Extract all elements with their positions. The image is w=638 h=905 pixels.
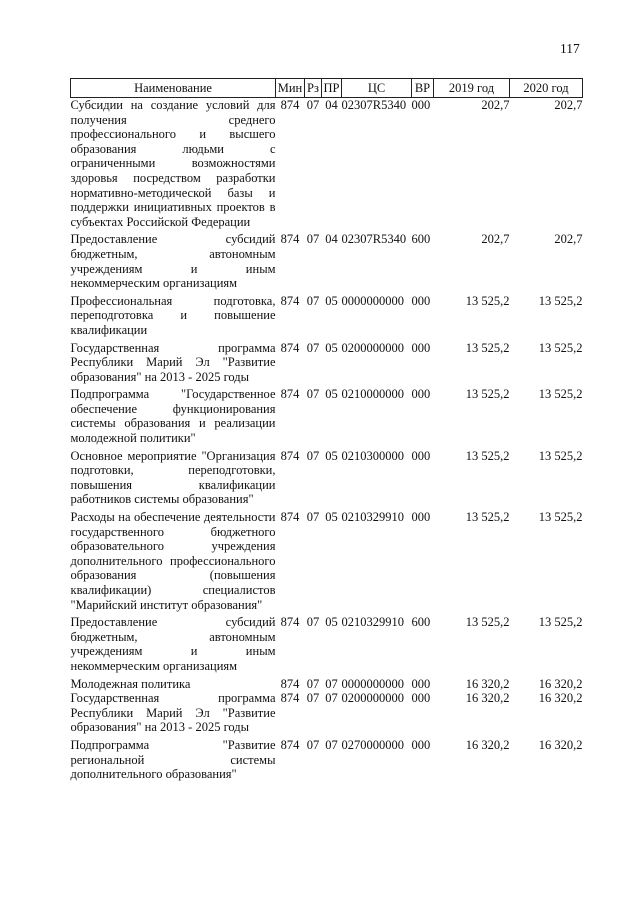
cell-min: 874 xyxy=(280,98,300,112)
header-2019: 2019 год xyxy=(434,79,510,98)
cell-vr: 000 xyxy=(411,676,431,691)
cell-cs: 0210329910 xyxy=(341,615,404,630)
cell-y2020: 13 525,2 xyxy=(538,510,583,525)
cell-y2019: 13 525,2 xyxy=(465,387,510,402)
cell-cs: 0200000000 xyxy=(341,340,404,355)
table-row xyxy=(71,510,583,615)
cell-y2020: 16 320,2 xyxy=(538,691,583,706)
cell-cs: 0210300000 xyxy=(341,448,404,463)
cell-cs: 0210329910 xyxy=(341,510,404,525)
cell-rz: 07 xyxy=(306,387,320,402)
cell-y2020: 202,7 xyxy=(554,232,583,247)
cell-pr: 05 xyxy=(325,387,338,402)
cell-y2019: 13 525,2 xyxy=(465,293,510,308)
cell-cs: 0270000000 xyxy=(341,737,404,752)
header-rz: Рз xyxy=(305,79,322,98)
cell-y2019: 13 525,2 xyxy=(465,510,510,525)
cell-pr: 07 xyxy=(325,691,338,706)
cell-rz: 07 xyxy=(306,448,320,463)
header-2020: 2020 год xyxy=(510,79,583,98)
cell-min: 874 xyxy=(280,387,300,402)
cell-y2020: 13 525,2 xyxy=(538,448,583,463)
cell-name: Государственная программа Республики Марий Эл "Развитие образования" на 2013 - 2025 годы xyxy=(70,691,276,735)
cell-vr: 000 xyxy=(411,98,431,112)
cell-y2019: 13 525,2 xyxy=(465,615,510,630)
cell-y2020: 16 320,2 xyxy=(538,737,583,752)
cell-pr: 04 xyxy=(325,232,338,247)
cell-rz: 07 xyxy=(306,691,320,706)
cell-cs: 0210000000 xyxy=(341,387,404,402)
cell-pr: 05 xyxy=(325,340,338,355)
cell-y2020: 13 525,2 xyxy=(538,387,583,402)
header-min: Мин xyxy=(276,79,305,98)
cell-rz: 07 xyxy=(306,510,320,525)
table-body xyxy=(71,98,583,785)
cell-y2020: 202,7 xyxy=(554,98,583,112)
cell-name: Предоставление субсидий бюджетным, автономным учреждениям и иным некоммерческим организациям xyxy=(70,232,276,291)
cell-y2019: 16 320,2 xyxy=(465,676,510,691)
cell-vr: 000 xyxy=(411,510,431,525)
cell-vr: 000 xyxy=(411,737,431,752)
cell-vr: 000 xyxy=(411,448,431,463)
cell-name: Подпрограмма "Развитие региональной системы дополнительного образования" xyxy=(70,737,276,782)
cell-pr: 05 xyxy=(325,615,338,630)
header-vr: ВР xyxy=(412,79,434,98)
cell-y2019: 13 525,2 xyxy=(465,340,510,355)
cell-rz: 07 xyxy=(306,676,320,691)
budget-table xyxy=(70,78,583,785)
cell-name: Субсидии на создание условий для получения среднего профессионального и высшего образования людьми с ограниченными возможностями здоровья посредством разработки нормативно-методической базы и поддержки инициативных проектов в субъектах Российской Федерации xyxy=(70,98,276,229)
cell-rz: 07 xyxy=(306,232,320,247)
cell-min: 874 xyxy=(280,448,300,463)
cell-vr: 000 xyxy=(411,691,431,706)
table-row xyxy=(71,615,583,676)
table-row xyxy=(71,677,583,692)
cell-cs: 0000000000 xyxy=(341,293,404,308)
cell-name: Основное мероприятие "Организация подготовки, переподготовки, повышения квалификации работников системы образования" xyxy=(70,448,276,507)
cell-rz: 07 xyxy=(306,737,320,752)
page-number: 117 xyxy=(560,41,580,56)
cell-pr: 07 xyxy=(325,737,338,752)
cell-vr: 000 xyxy=(411,293,431,308)
table-row xyxy=(71,738,583,785)
table-row xyxy=(71,449,583,510)
cell-min: 874 xyxy=(280,691,300,706)
cell-y2019: 16 320,2 xyxy=(465,691,510,706)
header-pr: ПР xyxy=(322,79,342,98)
cell-vr: 000 xyxy=(411,340,431,355)
table-row xyxy=(71,387,583,448)
cell-y2020: 13 525,2 xyxy=(538,615,583,630)
cell-name: Подпрограмма "Государственное обеспечение функционирования системы образования и реализации молодежной политики" xyxy=(70,387,276,446)
cell-vr: 000 xyxy=(411,387,431,402)
header-name: Наименование xyxy=(71,79,276,98)
cell-min: 874 xyxy=(280,615,300,630)
cell-cs: 0000000000 xyxy=(341,676,404,691)
cell-pr: 05 xyxy=(325,293,338,308)
cell-y2020: 13 525,2 xyxy=(538,340,583,355)
cell-name: Государственная программа Республики Марий Эл "Развитие образования" на 2013 - 2025 годы xyxy=(70,340,276,384)
cell-y2019: 16 320,2 xyxy=(465,737,510,752)
cell-pr: 05 xyxy=(325,510,338,525)
cell-rz: 07 xyxy=(306,293,320,308)
header-cs: ЦС xyxy=(342,79,412,98)
table-row xyxy=(71,341,583,388)
cell-vr: 600 xyxy=(411,232,431,247)
cell-cs: 0200000000 xyxy=(341,691,404,706)
cell-y2019: 202,7 xyxy=(481,232,510,247)
cell-name: Предоставление субсидий бюджетным, автономным учреждениям и иным некоммерческим организациям xyxy=(70,615,276,673)
cell-min: 874 xyxy=(280,293,300,308)
cell-min: 874 xyxy=(280,232,300,247)
cell-pr: 04 xyxy=(325,98,338,112)
cell-name: Профессиональная подготовка, переподготовка и повышение квалификации xyxy=(70,293,276,337)
cell-rz: 07 xyxy=(306,340,320,355)
cell-y2020: 13 525,2 xyxy=(538,293,583,308)
cell-y2020: 16 320,2 xyxy=(538,676,583,691)
cell-cs: 02307R5340 xyxy=(341,232,407,247)
cell-min: 874 xyxy=(280,676,300,691)
table-header-row xyxy=(71,79,583,98)
cell-pr: 05 xyxy=(325,448,338,463)
cell-pr: 07 xyxy=(325,676,338,691)
cell-rz: 07 xyxy=(306,98,320,112)
cell-vr: 600 xyxy=(411,615,431,630)
cell-y2019: 13 525,2 xyxy=(465,448,510,463)
cell-min: 874 xyxy=(280,510,300,525)
table-row xyxy=(71,98,583,233)
cell-cs: 02307R5340 xyxy=(341,98,407,112)
cell-min: 874 xyxy=(280,737,300,752)
table-row xyxy=(71,232,583,293)
table-row xyxy=(71,691,583,738)
cell-rz: 07 xyxy=(306,615,320,630)
cell-name: Молодежная политика xyxy=(70,676,191,691)
table-row xyxy=(71,294,583,341)
cell-y2019: 202,7 xyxy=(481,98,510,112)
cell-min: 874 xyxy=(280,340,300,355)
cell-name: Расходы на обеспечение деятельности государственного бюджетного образовательного учреждения дополнительного профессионального образования (повышения квалификации) специалистов "Марийский институт образования" xyxy=(70,510,276,612)
